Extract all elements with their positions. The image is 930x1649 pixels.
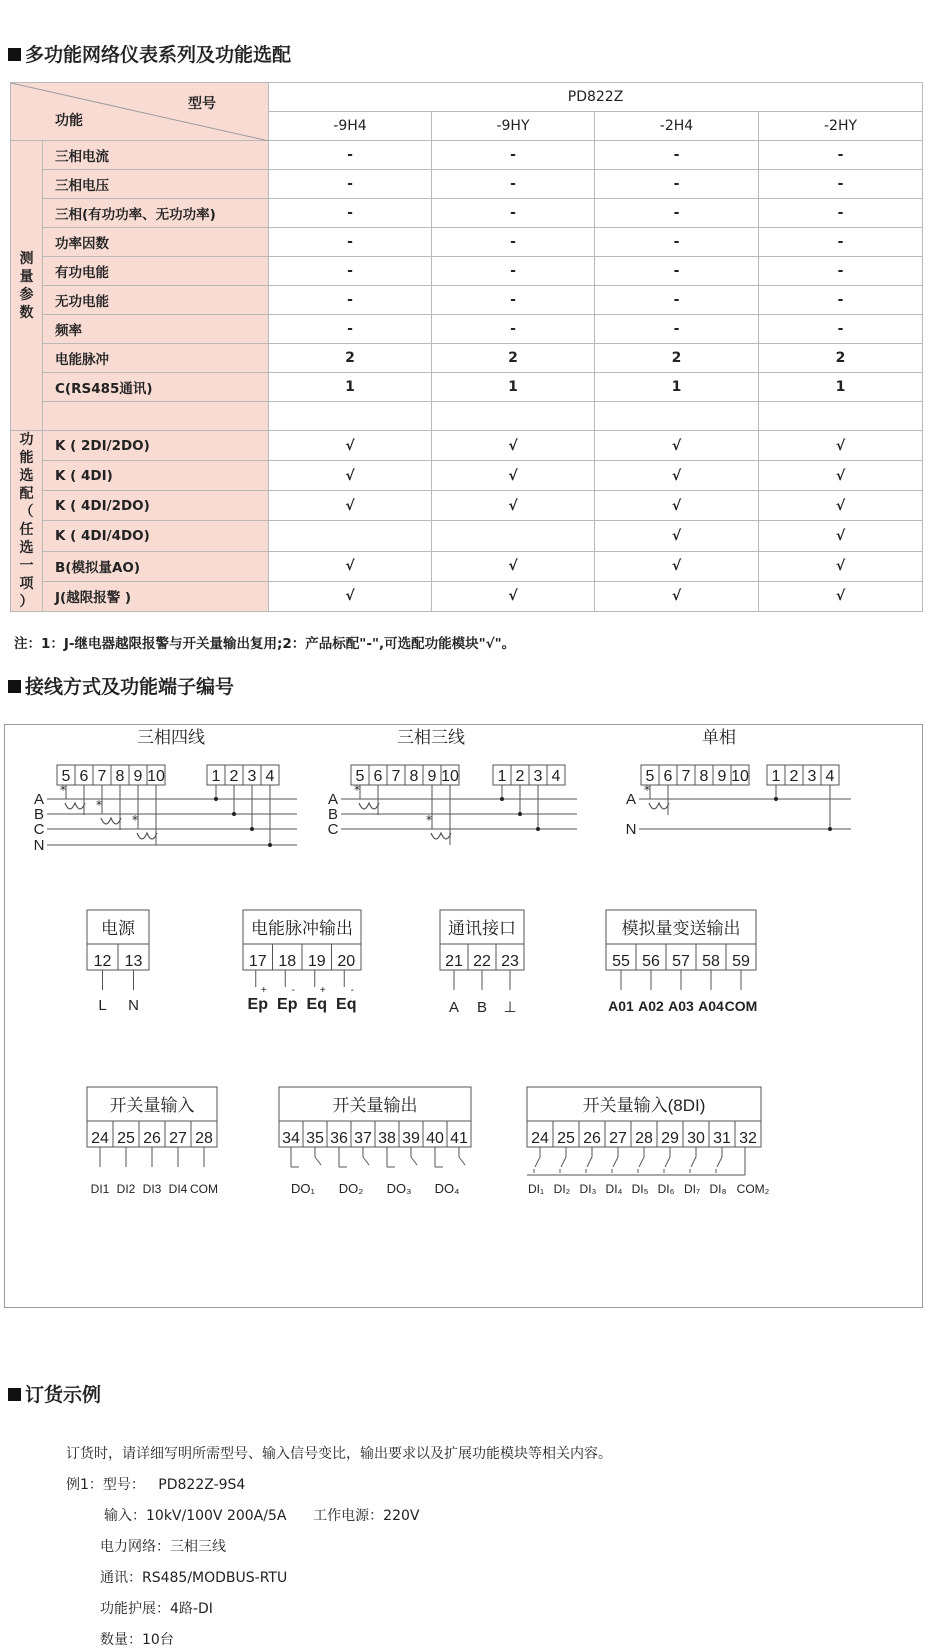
terminal-label: DO₁ [291, 1181, 315, 1196]
row-label: J(越限报警 ) [43, 581, 269, 611]
terminal-label: DI₄ [605, 1182, 623, 1196]
cell-value: - [269, 315, 432, 344]
section-title-function [8, 40, 291, 67]
terminal-label: L [98, 997, 107, 1014]
row-label: K ( 2DI/2DO) [43, 431, 269, 461]
terminal-number: 27 [609, 1130, 627, 1147]
ct-coil-symbol [431, 833, 451, 839]
cell-value: 1 [432, 373, 595, 402]
terminal-label: COM [724, 998, 758, 1014]
terminal-label: B [476, 999, 488, 1016]
group-char: 一 [19, 558, 34, 574]
terminal-number: 1 [211, 768, 221, 785]
group-char: 任 [19, 522, 34, 538]
cell-value: √ [595, 551, 759, 581]
cell-value: √ [432, 551, 595, 581]
row-label [43, 402, 269, 431]
model-header: 型号 [188, 96, 216, 112]
cell-value [432, 402, 595, 431]
cell-value: 1 [269, 373, 432, 402]
terminal-number: 27 [169, 1130, 187, 1147]
cell-value: √ [759, 521, 923, 551]
table-row [11, 461, 923, 491]
terminal-number: 6 [79, 768, 89, 785]
terminal-label: A03 [668, 998, 694, 1014]
terminal-number: 58 [702, 953, 720, 970]
cell-value: - [269, 141, 432, 170]
terminal-number: 35 [306, 1130, 324, 1147]
square-bullet-icon [8, 1388, 21, 1401]
cell-value: - [269, 257, 432, 286]
cell-value: √ [269, 551, 432, 581]
diagram-title: 三相四线 [137, 728, 205, 747]
cell-value: - [432, 228, 595, 257]
group-char: 功 [19, 432, 34, 448]
switch-contact-icon [587, 1157, 592, 1167]
group-function-options [11, 431, 43, 612]
table-row [11, 199, 923, 228]
series-header: PD822Z [269, 83, 923, 112]
terminal-number: 26 [143, 1130, 161, 1147]
terminal-number: 4 [825, 768, 835, 785]
terminal-label: DO₄ [434, 1181, 460, 1196]
terminal-number: 9 [133, 768, 143, 785]
cell-value: - [269, 228, 432, 257]
terminal-number: 9 [717, 768, 727, 785]
table-row [11, 141, 923, 170]
polarity-star: * [132, 813, 138, 827]
terminal-label: Ep [277, 996, 298, 1013]
cell-value: - [595, 228, 759, 257]
terminal-label: A04 [698, 998, 724, 1014]
table-row [11, 402, 923, 431]
cell-value: √ [432, 491, 595, 521]
terminal-number: 4 [265, 768, 275, 785]
junction-dot [518, 812, 522, 816]
polarity-sign: + [319, 985, 326, 996]
cell-value: - [595, 257, 759, 286]
column-header: -9H4 [269, 112, 432, 141]
row-label: B(模拟量AO) [43, 551, 269, 581]
terminal-number: 5 [61, 768, 71, 785]
cell-value: 2 [269, 344, 432, 373]
diagram-title: 单相 [702, 728, 736, 747]
terminal-number: 28 [195, 1130, 213, 1147]
phase-line-label: A [327, 791, 339, 808]
terminal-number: 12 [93, 953, 112, 970]
square-bullet-icon [8, 680, 21, 693]
order-example-label: 例1：型号： [66, 1477, 145, 1493]
group-measure-params [11, 141, 43, 431]
terminal-label: DI₇ [683, 1182, 701, 1196]
cell-value [269, 402, 432, 431]
cell-value: √ [269, 461, 432, 491]
cell-value: - [432, 257, 595, 286]
terminal-label: N [128, 997, 139, 1014]
terminal-number: 23 [501, 953, 519, 970]
terminal-label: DO₂ [338, 1181, 364, 1196]
switch-contact-icon [613, 1157, 618, 1167]
terminal-label: A02 [638, 998, 664, 1014]
table-row [11, 257, 923, 286]
block-title: 开关量输出 [332, 1096, 418, 1115]
cell-value: 2 [432, 344, 595, 373]
cell-value: 2 [595, 344, 759, 373]
order-example [66, 1474, 245, 1494]
cell-value: √ [269, 431, 432, 461]
phase-line-label: N [33, 837, 45, 854]
terminal-number: 24 [531, 1130, 549, 1147]
table-row [11, 228, 923, 257]
polarity-sign: - [350, 985, 354, 996]
cell-value: - [759, 141, 923, 170]
table-row [11, 551, 923, 581]
terminal-number: 34 [282, 1130, 300, 1147]
order-example-model: PD822Z-9S4 [158, 1477, 246, 1493]
terminal-number: 56 [642, 953, 660, 970]
table-row [11, 581, 923, 611]
cell-value: 1 [595, 373, 759, 402]
junction-dot [536, 827, 540, 831]
terminal-number: 9 [427, 768, 437, 785]
cell-value: - [759, 199, 923, 228]
table-note: 注：1：J-继电器越限报警与开关量输出复用;2：产品标配"-",可选配功能模块"√"。 [14, 636, 516, 652]
terminal-number: 18 [278, 953, 297, 970]
order-intro: 订货时，请详细写明所需型号、输入信号变比，输出要求以及扩展功能模块等相关内容。 [66, 1446, 612, 1462]
column-header: -2H4 [595, 112, 759, 141]
group-char: 量 [19, 268, 34, 285]
group-char: 选 [19, 540, 34, 556]
table-row [11, 373, 923, 402]
terminal-number: 1 [771, 768, 781, 785]
phase-line-label: B [327, 806, 339, 823]
row-label: 电能脉冲 [43, 344, 269, 373]
junction-dot [828, 827, 832, 831]
terminal-number: 2 [229, 768, 239, 785]
section-title-text: 多功能网络仪表系列及功能选配 [25, 44, 292, 66]
group-char: 配 [19, 486, 34, 502]
polarity-star: * [426, 813, 432, 827]
switch-contact-icon [561, 1157, 566, 1167]
row-label: C(RS485通讯) [43, 373, 269, 402]
group-char: ） [19, 594, 34, 610]
cell-value: - [759, 315, 923, 344]
cell-value: √ [759, 491, 923, 521]
terminal-number: 5 [355, 768, 365, 785]
section-title-text: 订货示例 [25, 1384, 102, 1406]
terminal-label: DI₆ [657, 1182, 675, 1196]
terminal-label: DI₈ [709, 1182, 727, 1196]
table-row [11, 170, 923, 199]
cell-value: - [269, 170, 432, 199]
cell-value: - [759, 257, 923, 286]
terminal-number: 17 [248, 953, 267, 970]
phase-line-label: A [33, 791, 45, 808]
square-bullet-icon [8, 48, 21, 61]
terminal-label: DI₂ [553, 1182, 571, 1196]
table-row [11, 521, 923, 551]
polarity-sign: - [291, 985, 295, 996]
terminal-label: DI₁ [527, 1182, 545, 1196]
phase-line-label: B [33, 806, 45, 823]
table-corner-header [11, 83, 269, 141]
terminal-number: 1 [497, 768, 507, 785]
cell-value [759, 402, 923, 431]
terminal-number: 30 [687, 1130, 705, 1147]
cell-value: √ [595, 581, 759, 611]
block-title: 开关量输入 [109, 1096, 195, 1115]
phase-line-label: C [327, 821, 339, 838]
table-row [11, 491, 923, 521]
ct-coil-symbol [65, 803, 85, 809]
group-char: 能 [19, 450, 34, 466]
order-expand: 功能护展：4路-DI [100, 1601, 213, 1617]
cell-value: - [759, 286, 923, 315]
terminal-number: 31 [713, 1130, 731, 1147]
terminal-number: 7 [681, 768, 691, 785]
cell-value [595, 402, 759, 431]
cell-value: √ [432, 431, 595, 461]
phase-line-label: N [625, 821, 637, 838]
terminal-number: 3 [807, 768, 817, 785]
section-title-order [8, 1380, 101, 1407]
terminal-label: COM₂ [736, 1182, 770, 1196]
function-table [10, 82, 923, 612]
terminal-label: Eq [336, 996, 357, 1013]
terminal-number: 3 [533, 768, 543, 785]
polarity-star: * [96, 798, 102, 812]
cell-value: - [432, 170, 595, 199]
table-row [11, 315, 923, 344]
relay-switch-icon [411, 1157, 417, 1165]
group-char: 数 [19, 304, 34, 321]
cell-value: - [595, 141, 759, 170]
relay-switch-icon [363, 1157, 369, 1165]
terminal-label: DI2 [116, 1182, 136, 1196]
terminal-number: 2 [789, 768, 799, 785]
terminal-number: 22 [473, 953, 491, 970]
terminal-number: 6 [663, 768, 673, 785]
terminal-number: 10 [731, 768, 749, 785]
terminal-number: 8 [115, 768, 125, 785]
table-row [11, 431, 923, 461]
order-input [104, 1505, 419, 1525]
cell-value: - [759, 228, 923, 257]
switch-contact-icon [691, 1157, 696, 1167]
group-char: 选 [19, 468, 34, 484]
order-comm: 通讯：RS485/MODBUS-RTU [100, 1570, 288, 1586]
cell-value [432, 521, 595, 551]
terminal-number: 4 [551, 768, 561, 785]
ct-coil-symbol [649, 803, 669, 809]
cell-value: - [595, 286, 759, 315]
row-label: 三相电压 [43, 170, 269, 199]
wiring-diagram-panel [4, 724, 923, 1308]
row-label: K ( 4DI/2DO) [43, 491, 269, 521]
terminal-number: 38 [378, 1130, 396, 1147]
cell-value: √ [432, 581, 595, 611]
row-label: 频率 [43, 315, 269, 344]
terminal-number: 7 [97, 768, 107, 785]
order-network: 电力网络：三相三线 [100, 1539, 226, 1555]
row-label: K ( 4DI) [43, 461, 269, 491]
phase-line-label: A [625, 791, 637, 808]
column-header: -2HY [759, 112, 923, 141]
section-title-text: 接线方式及功能端子编号 [25, 676, 235, 698]
cell-value: - [432, 315, 595, 344]
terminal-number: 8 [699, 768, 709, 785]
terminal-number: 41 [450, 1130, 468, 1147]
cell-value: - [759, 170, 923, 199]
cell-value: √ [269, 581, 432, 611]
terminal-number: 25 [557, 1130, 575, 1147]
terminal-label: DI4 [168, 1182, 188, 1196]
block-title: 电源 [101, 919, 135, 938]
terminal-number: 20 [337, 953, 356, 970]
junction-dot [214, 797, 218, 801]
ct-coil-symbol [101, 818, 121, 824]
terminal-number: 55 [612, 953, 630, 970]
cell-value: - [432, 199, 595, 228]
terminal-number: 26 [583, 1130, 601, 1147]
cell-value: - [595, 199, 759, 228]
group-char: 测 [19, 250, 34, 267]
cell-value: - [269, 286, 432, 315]
row-label: 三相电流 [43, 141, 269, 170]
terminal-label: ⊥ [503, 999, 517, 1016]
terminal-number: 25 [117, 1130, 135, 1147]
terminal-number: 6 [373, 768, 383, 785]
relay-switch-icon [459, 1157, 465, 1165]
cell-value: √ [759, 461, 923, 491]
terminal-number: 32 [739, 1130, 757, 1147]
cell-value [269, 521, 432, 551]
terminal-number: 13 [124, 953, 143, 970]
cell-value: 2 [759, 344, 923, 373]
switch-contact-icon [639, 1157, 644, 1167]
terminal-number: 5 [645, 768, 655, 785]
terminal-label: DO₃ [386, 1181, 412, 1196]
polarity-star: * [60, 783, 66, 797]
terminal-number: 3 [247, 768, 257, 785]
terminal-number: 36 [330, 1130, 348, 1147]
cell-value: √ [759, 551, 923, 581]
junction-dot [774, 797, 778, 801]
terminal-number: 29 [661, 1130, 679, 1147]
cell-value: √ [269, 491, 432, 521]
column-header: -9HY [432, 112, 595, 141]
wiring-diagram [5, 725, 922, 1307]
polarity-sign: + [260, 985, 267, 996]
terminal-number: 40 [426, 1130, 444, 1147]
block-title: 模拟量变送输出 [621, 919, 741, 938]
cell-value: - [432, 286, 595, 315]
ct-coil-symbol [359, 803, 379, 809]
block-title: 电能脉冲输出 [251, 919, 353, 938]
cell-value: 1 [759, 373, 923, 402]
switch-contact-icon [535, 1157, 540, 1167]
terminal-number: 10 [441, 768, 459, 785]
cell-value: √ [595, 461, 759, 491]
terminal-number: 21 [445, 953, 463, 970]
terminal-label: DI₅ [631, 1182, 649, 1196]
terminal-label: A01 [608, 998, 634, 1014]
terminal-number: 57 [672, 953, 690, 970]
terminal-number: 2 [515, 768, 525, 785]
terminal-number: 37 [354, 1130, 372, 1147]
terminal-label: DI3 [142, 1182, 162, 1196]
cell-value: - [269, 199, 432, 228]
block-title: 通讯接口 [448, 919, 516, 938]
cell-value: √ [759, 431, 923, 461]
row-label: 无功电能 [43, 286, 269, 315]
row-label: K ( 4DI/4DO) [43, 521, 269, 551]
ct-coil-symbol [137, 833, 157, 839]
block-title: 开关量输入(8DI) [582, 1096, 706, 1115]
terminal-label: Ep [247, 996, 268, 1013]
order-supply: 工作电源：220V [313, 1508, 420, 1524]
terminal-number: 59 [732, 953, 750, 970]
cell-value: √ [759, 581, 923, 611]
order-input-text: 输入：10kV/100V 200A/5A [104, 1508, 287, 1524]
polarity-star: * [644, 783, 650, 797]
switch-contact-icon [717, 1157, 722, 1167]
cell-value: √ [595, 431, 759, 461]
row-label: 三相(有功功率、无功功率) [43, 199, 269, 228]
terminal-number: 39 [402, 1130, 420, 1147]
terminal-number: 19 [307, 953, 326, 970]
group-char: 项 [19, 576, 34, 592]
terminal-label: A [448, 999, 460, 1016]
row-label: 功率因数 [43, 228, 269, 257]
group-char: （ [19, 504, 34, 520]
section-title-wiring [8, 672, 234, 699]
row-label: 有功电能 [43, 257, 269, 286]
terminal-label: DI1 [90, 1182, 110, 1196]
terminal-number: 28 [635, 1130, 653, 1147]
table-row [11, 286, 923, 315]
table-row [11, 344, 923, 373]
junction-dot [268, 843, 272, 847]
junction-dot [232, 812, 236, 816]
terminal-number: 7 [391, 768, 401, 785]
terminal-number: 10 [147, 768, 165, 785]
cell-value: √ [595, 521, 759, 551]
phase-line-label: C [33, 821, 45, 838]
terminal-number: 8 [409, 768, 419, 785]
diagram-title: 三相三线 [397, 728, 465, 747]
order-qty: 数量：10台 [100, 1632, 174, 1648]
terminal-number: 24 [91, 1130, 109, 1147]
switch-contact-icon [665, 1157, 670, 1167]
cell-value: - [432, 141, 595, 170]
terminal-label: DI₃ [579, 1182, 597, 1196]
cell-value: - [595, 170, 759, 199]
relay-switch-icon [315, 1157, 321, 1165]
junction-dot [500, 797, 504, 801]
junction-dot [250, 827, 254, 831]
terminal-label: Eq [306, 996, 327, 1013]
terminal-label: COM [190, 1182, 218, 1196]
cell-value: - [595, 315, 759, 344]
function-header: 功能 [55, 113, 83, 129]
group-char: 参 [19, 286, 34, 303]
cell-value: √ [432, 461, 595, 491]
polarity-star: * [354, 783, 360, 797]
cell-value: √ [595, 491, 759, 521]
diagonal-line [11, 83, 269, 141]
